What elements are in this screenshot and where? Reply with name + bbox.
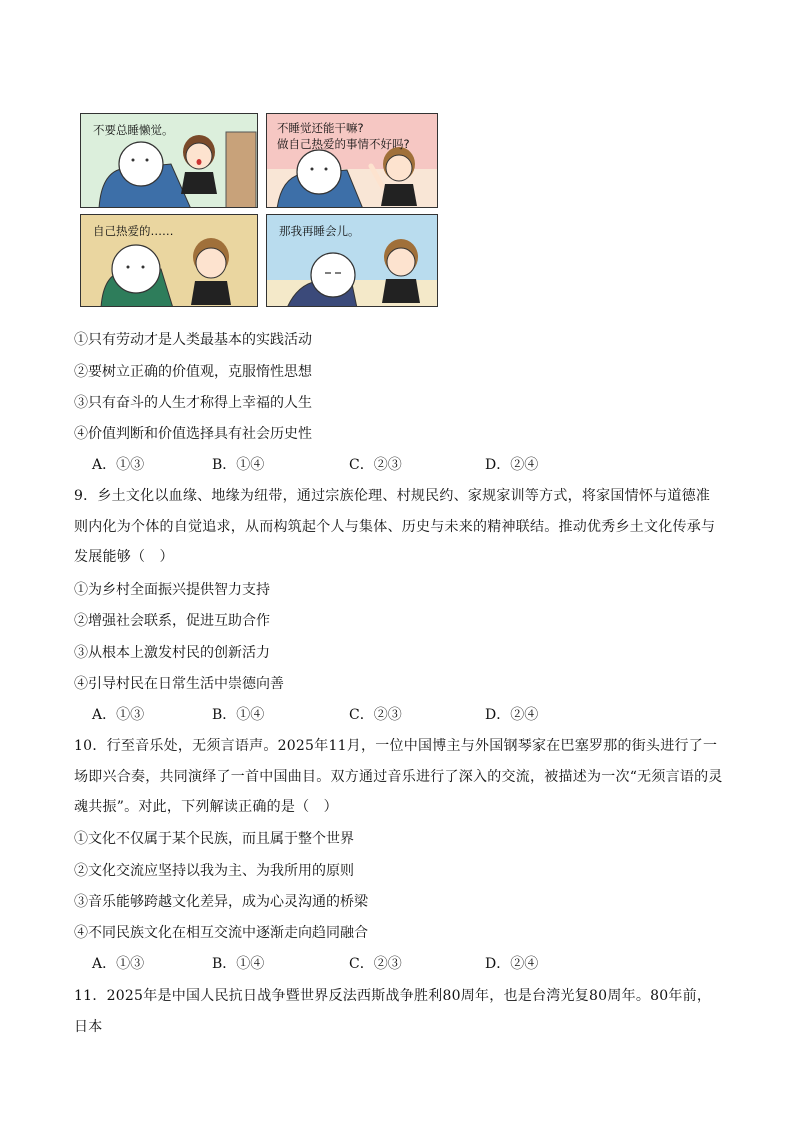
q9-option-d[interactable]: D．②④ bbox=[485, 707, 539, 723]
q10-option-a[interactable]: A．①③ bbox=[92, 956, 145, 972]
q9-option-b[interactable]: B．①④ bbox=[212, 707, 265, 723]
comic-panel-1 bbox=[80, 113, 258, 208]
q8-item-1: ①只有劳动才是人类最基本的实践活动 bbox=[74, 332, 312, 348]
q8-item-3: ③只有奋斗的人生才称得上幸福的人生 bbox=[74, 395, 312, 411]
q8-item-2: ②要树立正确的价值观，克服惰性思想 bbox=[74, 364, 312, 380]
q10-option-c[interactable]: C．②③ bbox=[349, 956, 402, 972]
q8-option-a[interactable]: A．①③ bbox=[92, 457, 145, 473]
q9-option-c[interactable]: C．②③ bbox=[349, 707, 402, 723]
q10-option-d[interactable]: D．②④ bbox=[485, 956, 539, 972]
comic-strip bbox=[80, 113, 438, 307]
comic-panel-3 bbox=[80, 214, 258, 307]
comic-panel-2 bbox=[266, 113, 438, 208]
q8-item-4: ④价值判断和价值选择具有社会历史性 bbox=[74, 426, 312, 442]
q9-item-3: ③从根本上激发村民的创新活力 bbox=[74, 645, 270, 661]
q10-item-2: ②文化交流应坚持以我为主、为我所用的原则 bbox=[74, 863, 354, 879]
comic-panel-2-text bbox=[277, 120, 410, 152]
comic-panel-1-text: 不要总睡懒觉。 bbox=[93, 123, 174, 137]
q10-item-3: ③音乐能够跨越文化差异，成为心灵沟通的桥梁 bbox=[74, 894, 368, 910]
q8-option-d[interactable]: D．②④ bbox=[485, 457, 539, 473]
q9-stem: 9．乡土文化以血缘、地缘为纽带，通过宗族伦理、村规民约、家规家训等方式，将家国情怀与道德准则内化为个体的自觉追求，从而构筑起个人与集体、历史与未来的精神联结。推动优秀乡土文化传承与发展能够（ ） bbox=[74, 488, 716, 565]
q10-option-b[interactable]: B．①④ bbox=[212, 956, 265, 972]
q8-option-b[interactable]: B．①④ bbox=[212, 457, 265, 473]
comic-panel-2-line-1: 不睡觉还能干嘛? bbox=[277, 121, 364, 135]
q11-stem: 11．2025年是中国人民抗日战争暨世界反法西斯战争胜利80周年，也是台湾光复80周年。80年前，日本 bbox=[74, 988, 712, 1035]
q10-item-4: ④不同民族文化在相互交流中逐渐走向趋同融合 bbox=[74, 925, 368, 941]
comic-panel-2-line-2: 做自己热爱的事情不好吗? bbox=[277, 137, 410, 151]
comic-panel-4 bbox=[266, 214, 438, 307]
comic-panel-4-text: 那我再睡会儿。 bbox=[279, 224, 360, 238]
q8-option-c[interactable]: C．②③ bbox=[349, 457, 402, 473]
q10-item-1: ①文化不仅属于某个民族，而且属于整个世界 bbox=[74, 831, 354, 847]
q10-stem: 10．行至音乐处，无须言语声。2025年11月，一位中国博主与外国钢琴家在巴塞罗那的街头进行了一场即兴合奏，共同演绎了一首中国曲目。双方通过音乐进行了深入的交流，被描述为一次“无须言语的灵魂共振”。对此，下列解读正确的是（ ） bbox=[74, 738, 723, 815]
q9-item-2: ②增强社会联系，促进互助合作 bbox=[74, 613, 270, 629]
q9-item-4: ④引导村民在日常生活中崇德向善 bbox=[74, 676, 284, 692]
q9-item-1: ①为乡村全面振兴提供智力支持 bbox=[74, 582, 270, 598]
q9-option-a[interactable]: A．①③ bbox=[92, 707, 145, 723]
comic-panel-3-text: 自己热爱的…… bbox=[93, 224, 174, 238]
